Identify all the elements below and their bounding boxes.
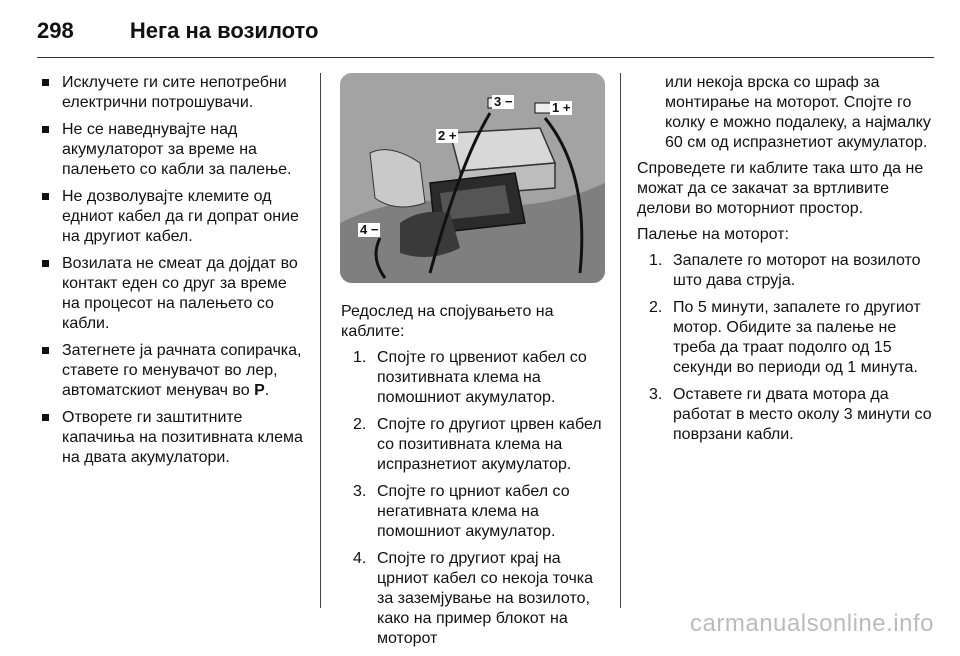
connection-intro: Редослед на спојувањето на каблите: — [341, 303, 554, 340]
bullet-item — [40, 120, 305, 180]
bullet-square-icon — [42, 414, 49, 421]
bullet-item — [40, 341, 305, 401]
step-item: 2. По 5 минути, запалете го другиот мотор. Обидите за палење не треба да траат подолго од 15 секунди во периоди од 1 минута. — [649, 299, 921, 376]
column-left — [40, 73, 305, 475]
column-right — [637, 73, 937, 452]
callout-2: 2 + — [438, 128, 457, 143]
bullet-square-icon — [42, 260, 49, 267]
jump-start-illustration — [340, 73, 605, 283]
step-item: 1. Запалете го моторот на возилото што дава струја. — [649, 252, 921, 289]
header-rule — [37, 57, 934, 58]
step-item: 4. Спојте го другиот крај на црниот кабел со некоја точка за заземјување на возилото, како на пример блокот на моторот — [353, 550, 594, 647]
bullet-item — [40, 73, 305, 113]
page-number: 298 — [37, 18, 74, 43]
cable-routing-note: Спроведете ги каблите така што да не можат да се закачат за вртливите делови во моторниот простор. — [637, 160, 924, 217]
bullet-text: Возилата не смеат да дојдат во контакт еден со друг за време на процесот на палењето со кабли. — [62, 255, 298, 332]
page-header — [37, 18, 318, 44]
gear-position-p: P — [254, 382, 265, 399]
bullet-text: Отворете ги заштитните капачиња на позитивната клема на двата акумулатори. — [62, 409, 303, 466]
bullet-square-icon — [42, 193, 49, 200]
column-middle — [341, 302, 611, 656]
column-divider — [320, 73, 321, 608]
bullet-item — [40, 254, 305, 334]
bullet-item — [40, 408, 305, 468]
watermark: carmanualsonline.info — [690, 610, 934, 637]
step-item: 3. Оставете ги двата мотора да работат в место околу 3 минути со поврзани кабли. — [649, 386, 932, 443]
callout-3: 3 − — [494, 94, 513, 109]
bullet-text: Исклучете ги сите непотребни електрични потрошувачи. — [62, 74, 287, 111]
start-engine-heading: Палење на моторот: — [637, 226, 789, 243]
bullet-text: Затегнете ја рачната сопирачка, ставете го менувачот во лер, автоматскиот менувач во — [62, 342, 302, 399]
bullet-square-icon — [42, 347, 49, 354]
step-item: 3. Спојте го црниот кабел со негативната клема на помошниот акумулатор. — [353, 483, 570, 540]
callout-4: 4 − — [360, 222, 379, 237]
bullet-square-icon — [42, 79, 49, 86]
column-divider — [620, 73, 621, 608]
page-title: Нега на возилото — [129, 18, 319, 43]
step4-continuation: или некоја врска со шраф за монтирање на моторот. Спојте го колку е можно подалеку, а најмалку 60 см од испразнетиот акумулатор. — [665, 74, 931, 151]
bullet-end: . — [264, 382, 270, 399]
step-item: 2. Спојте го другиот црвен кабел со позитивната клема на испразнетиот акумулатор. — [353, 416, 602, 473]
callout-1: 1 + — [552, 100, 571, 115]
bullet-text: Не дозволувајте клемите од едниот кабел да ги допрат оние на другиот кабел. — [62, 188, 299, 245]
bullet-square-icon — [42, 126, 49, 133]
bullet-text: Не се наведнувајте над акумулаторот за време на палењето со кабли за палење. — [62, 121, 292, 178]
step-item: 1. Спојте го црвениот кабел со позитивната клема на помошниот акумулатор. — [353, 349, 587, 406]
bullet-item — [40, 187, 305, 247]
